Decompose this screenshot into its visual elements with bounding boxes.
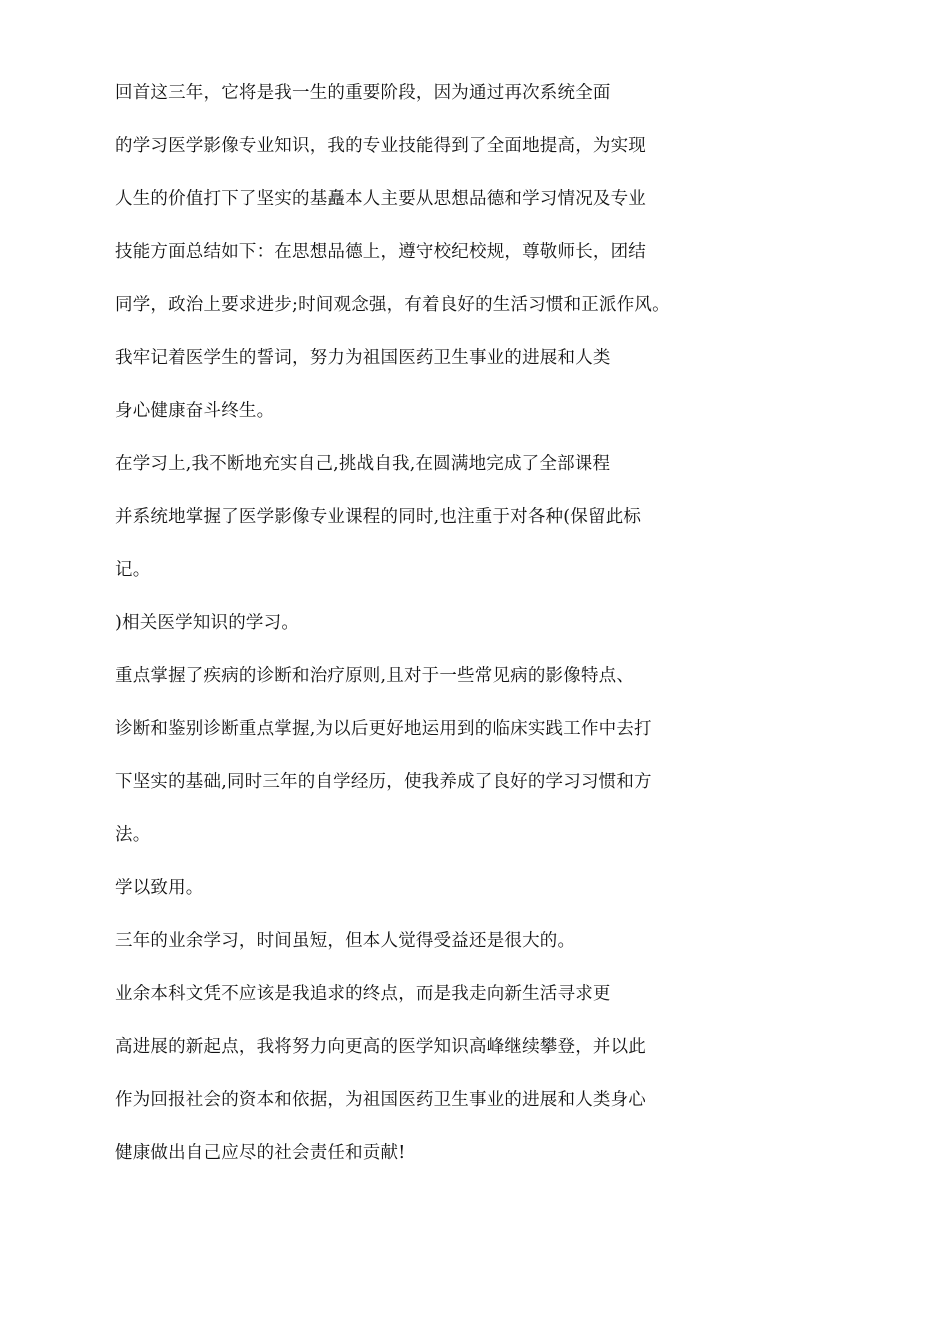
text-line: 学以致用。 bbox=[115, 878, 204, 898]
text-line: 我牢记着医学生的誓词，努力为祖国医药卫生事业的进展和人类 bbox=[115, 348, 611, 368]
text-line: 重点掌握了疾病的诊断和治疗原则,且对于一些常见病的影像特点、 bbox=[115, 666, 635, 686]
text-line: 业余本科文凭不应该是我追求的终点，而是我走向新生活寻求更 bbox=[115, 984, 611, 1004]
text-line: 人生的价值打下了坚实的基矗本人主要从思想品德和学习情况及专业 bbox=[115, 189, 646, 209]
text-line: 在学习上,我不断地充实自己,挑战自我,在圆满地完成了全部课程 bbox=[115, 454, 611, 474]
text-line: 高进展的新起点，我将努力向更高的医学知识高峰继续攀登，并以此 bbox=[115, 1037, 646, 1057]
text-line: 的学习医学影像专业知识，我的专业技能得到了全面地提高，为实现 bbox=[115, 136, 646, 156]
text-line: 诊断和鉴别诊断重点掌握,为以后更好地运用到的临床实践工作中去打 bbox=[115, 719, 652, 739]
text-line: 技能方面总结如下：在思想品德上，遵守校纪校规，尊敬师长，团结 bbox=[115, 242, 646, 262]
text-line: 回首这三年，它将是我一生的重要阶段，因为通过再次系统全面 bbox=[115, 83, 611, 103]
text-line: )相关医学知识的学习。 bbox=[115, 613, 300, 633]
text-line: 下坚实的基础,同时三年的自学经历，使我养成了良好的学习习惯和方 bbox=[115, 772, 652, 792]
text-line: 作为回报社会的资本和依据，为祖国医药卫生事业的进展和人类身心 bbox=[115, 1090, 646, 1110]
text-line: 记。 bbox=[115, 560, 151, 580]
text-line: 身心健康奋斗终生。 bbox=[115, 401, 275, 421]
text-line: 并系统地掌握了医学影像专业课程的同时,也注重于对各种(保留此标 bbox=[115, 507, 642, 527]
text-line: 三年的业余学习，时间虽短，但本人觉得受益还是很大的。 bbox=[115, 931, 576, 951]
text-line: 法。 bbox=[115, 825, 151, 845]
text-line: 健康做出自己应尽的社会责任和贡献! bbox=[115, 1143, 406, 1163]
text-line: 同学，政治上要求进步;时间观念强，有着良好的生活习惯和正派作风。 bbox=[115, 295, 670, 315]
document-body bbox=[115, 74, 755, 1187]
